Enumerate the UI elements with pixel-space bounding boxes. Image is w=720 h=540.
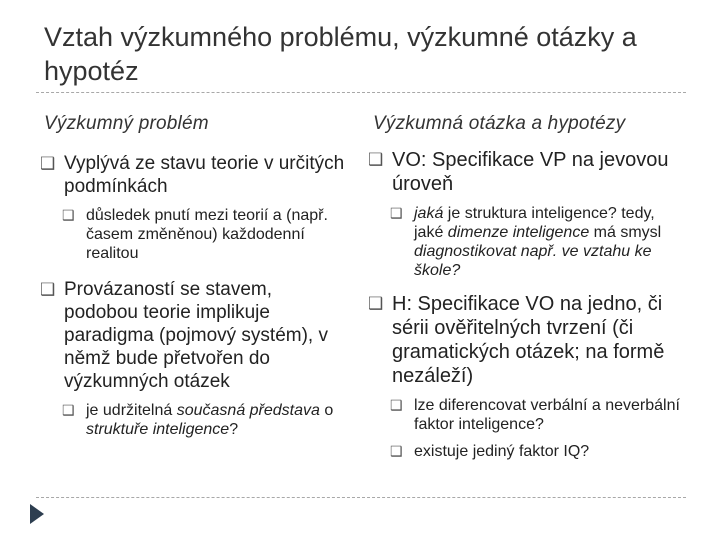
right-column-heading: Výzkumná otázka a hypotézy xyxy=(373,113,626,134)
list-item xyxy=(368,292,688,388)
text-run: o xyxy=(319,402,334,419)
list-item-text: Provázaností se stavem, podobou teorie implikuje paradigma (pojmový systém), v němž bude přetvořen do výzkumných otázek xyxy=(64,279,328,392)
top-divider xyxy=(36,92,686,93)
slide-title: Vztah výzkumného problému, výzkumné otázky a hypotéz xyxy=(44,22,637,86)
bullet-icon: ❑ xyxy=(368,294,384,313)
list-subitem xyxy=(368,204,688,280)
bullet-icon: ❑ xyxy=(368,150,384,169)
list-subitem-text: existuje jediný faktor IQ? xyxy=(414,443,590,460)
list-subitem xyxy=(40,401,350,439)
list-subitem-text: důsledek pnutí mezi teorií a (např. časem změněnou) každodenní realitou xyxy=(86,207,328,262)
bullet-icon: ❑ xyxy=(390,205,403,221)
list-subitem-text: lze diferencovat verbální a neverbální faktor inteligence? xyxy=(414,397,680,433)
list-item-text: Vyplývá ze stavu teorie v určitých podmínkách xyxy=(64,153,345,197)
bullet-icon: ❑ xyxy=(62,402,75,418)
text-run-italic: struktuře inteligence xyxy=(86,421,230,438)
text-run: ? xyxy=(229,421,239,438)
list-item xyxy=(40,152,350,198)
bullet-icon: ❑ xyxy=(62,207,75,223)
bottom-divider xyxy=(36,497,686,498)
play-arrow-icon xyxy=(30,504,44,524)
list-item-text: H: Specifikace VO na jedno, či sérii ověřitelných tvrzení (či gramatických otázek; na formě nezáleží) xyxy=(392,293,665,387)
left-column-list xyxy=(40,152,350,439)
list-item-text: VO: Specifikace VP na jevovou úroveň xyxy=(392,149,669,195)
list-subitem xyxy=(368,396,688,434)
text-run-italic: současná představa xyxy=(176,402,320,419)
bullet-icon: ❑ xyxy=(390,443,403,459)
bullet-icon: ❑ xyxy=(40,154,56,173)
text-run: je udržitelná xyxy=(86,402,177,419)
left-column-heading: Výzkumný problém xyxy=(44,113,209,134)
list-subitem-text xyxy=(86,402,333,438)
bullet-icon: ❑ xyxy=(40,280,56,299)
text-run: je struktura inteligence? tedy, jaké xyxy=(414,205,655,241)
text-run-italic: diagnostikovat např. ve vztahu ke škole? xyxy=(414,243,652,279)
list-item xyxy=(368,148,688,196)
list-item xyxy=(40,278,350,393)
list-subitem xyxy=(40,206,350,263)
list-subitem xyxy=(368,442,688,461)
list-subitem-text xyxy=(414,205,661,279)
text-run-italic: dimenze inteligence xyxy=(447,224,590,241)
right-column-list xyxy=(368,148,688,461)
text-run-italic: jaká xyxy=(414,205,444,222)
bullet-icon: ❑ xyxy=(390,397,403,413)
text-run: má smysl xyxy=(589,224,662,241)
